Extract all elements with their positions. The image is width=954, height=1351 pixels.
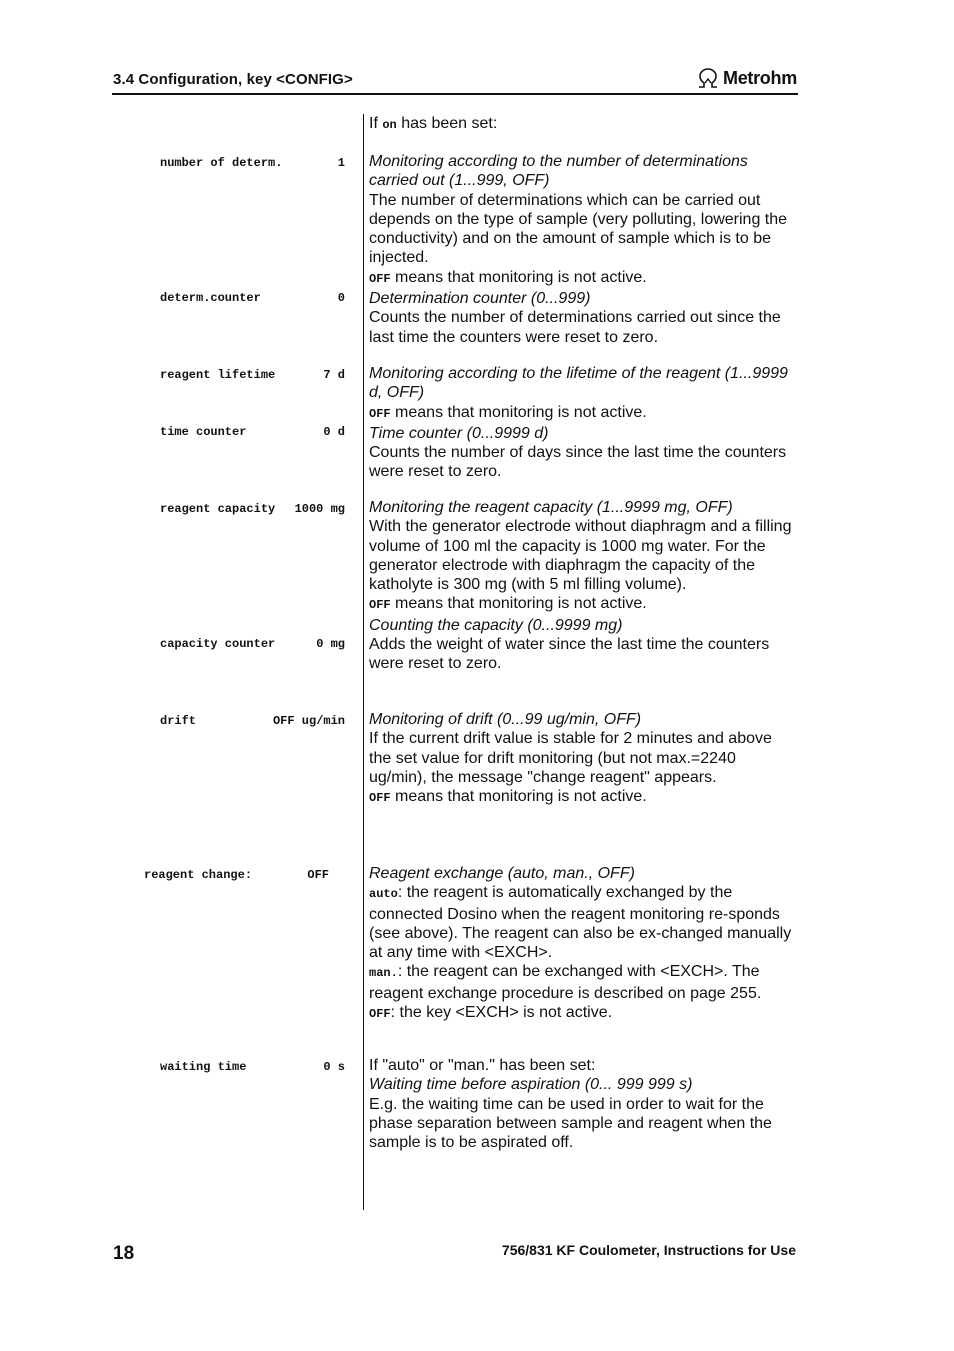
keyword-auto: auto [369,887,398,902]
param-capacity-counter [160,637,345,651]
desc-body: Counts the number of days since the last time the counters were reset to zero. [369,444,787,481]
desc-title: Time counter (0...9999 d) [369,424,549,442]
desc-reagent-capacity: Monitoring the reagent capacity (1...9999 mg, OFF) With the generator electrode without diaphragm and a filling volume of 100 ml the capacity is 1000 mg water. For the generator electrode with diaphragm the capacity of the katholyte is 300 mg (with 5 ml filling volume). OFF means that monitoring is not active. Counting the capacity (0...9999 mg) Adds the weight of water since the last time the counters were reset to zero. [369,498,794,674]
param-label: capacity counter [160,637,276,651]
desc-number-of-determ: Monitoring according to the number of determinations carried out (1...999, OFF) The number of determinations which can be carried out depends on the type of sample (very polluting, lowering the conductivity) and on the amount of sample which is to be injected. OFF means that monitoring is not active. Determination counter (0...999) Counts the number of determinations carried out since the last time the counters were reset to zero. [369,152,794,347]
param-value: 0 [337,291,345,305]
keyword-off: OFF [369,271,391,286]
header-rule [112,93,798,95]
desc-body: Adds the weight of water since the last time the counters were reset to zero. [369,636,770,673]
keyword-off: OFF [369,1007,391,1022]
desc-reagent-lifetime: Monitoring according to the lifetime of the reagent (1...9999 d, OFF) OFF means that monitoring is not active. Time counter (0...9999 d) Counts the number of days since the last time the counters were reset to zero. [369,364,794,482]
param-value: OFF [307,868,329,882]
desc-body: If the current drift value is stable for 2 minutes and above the set value for drift monitoring (but not max.=2240 ug/min), the message "change reagent" appears. [369,730,772,786]
param-label: time counter [160,425,247,439]
desc-body: The number of determinations which can be carried out depends on the type of sample (very polluting, lowering the conductivity) and on the amount of sample which is to be injected. [369,191,788,267]
param-reagent-capacity [160,502,345,516]
param-reagent-change [144,868,329,882]
metrohm-logo [697,66,797,90]
desc-waiting-time [369,1056,794,1152]
param-number-of-determ [160,156,345,170]
param-drift [160,714,345,728]
desc-title: Monitoring according to the lifetime of the reagent (1...9999 d, OFF) [369,365,788,402]
desc-drift: Monitoring of drift (0...99 ug/min, OFF) If the current drift value is stable for 2 minutes and above the set value for drift monitoring (but not max.=2240 ug/min), the message "change reagent" appears. OFF means that monitoring is not active. [369,710,794,808]
desc-body: With the generator electrode without diaphragm and a filling volume of 100 ml the capacity is 1000 mg water. For the generator electrode with diaphragm the capacity of the katholyte is 300 mg (with 5 ml filling volume). [369,518,792,594]
param-label: number of determ. [160,156,283,170]
param-waiting-time [160,1060,345,1074]
desc-title: Waiting time before aspiration (0... 999 999 s) [369,1076,693,1094]
param-value: 0 d [323,425,345,439]
column-divider [363,114,364,1210]
param-determ-counter [160,291,345,305]
param-value: 0 mg [316,637,345,651]
page-number: 18 [113,1243,135,1264]
desc-title: Monitoring according to the number of determinations carried out (1...999, OFF) [369,153,748,190]
intro-condition: If on has been set: [369,115,498,132]
desc-title: Determination counter (0...999) [369,290,591,308]
page-header-title: 3.4 Configuration, key <CONFIG> [113,71,353,88]
keyword-on: on [382,118,397,132]
desc-title: Monitoring of drift (0...99 ug/min, OFF) [369,711,642,728]
keyword-off: OFF [369,406,391,421]
param-label: drift [160,714,197,728]
param-value: 7 d [323,368,345,382]
param-label: reagent capacity [160,502,276,516]
param-label: determ.counter [160,291,261,305]
desc-body: E.g. the waiting time can be used in order to wait for the phase separation between sample and reagent when the sample is to be aspirated off. [369,1095,772,1152]
metrohm-logo-icon [697,68,719,88]
footer-document-title: 756/831 KF Coulometer, Instructions for Use [501,1242,796,1258]
desc-title: Counting the capacity (0...9999 mg) [369,616,623,634]
param-label: waiting time [160,1060,247,1074]
keyword-off: OFF [369,598,391,613]
desc-reagent-change: Reagent exchange (auto, man., OFF) auto: the reagent is automatically exchanged by the connected Dosino when the reagent monitoring re-sponds (see above). The reagent can also be ex-changed manually at any time with <EXCH>. man.: the reagent can be exchanged with <EXCH>. The reagent exchange procedure is described on page 255. OFF: the key <EXCH> is not active. [369,864,794,1024]
param-label: reagent change: [144,868,253,882]
param-value: 0 s [323,1060,345,1074]
desc-body: Counts the number of determinations carried out since the last time the counters were reset to zero. [369,309,781,346]
keyword-off: OFF [369,791,391,806]
param-time-counter [160,425,345,439]
desc-title: Monitoring the reagent capacity (1...9999 mg, OFF) [369,499,733,516]
param-label: reagent lifetime [160,368,276,382]
param-reagent-lifetime [160,368,345,382]
logo-wordmark: Metrohm [723,67,797,88]
desc-title: Reagent exchange (auto, man., OFF) [369,865,635,882]
param-value: OFF ug/min [272,714,345,728]
param-value: 1000 mg [294,502,345,516]
param-value: 1 [337,156,345,170]
desc-condition: If "auto" or "man." has been set: [369,1057,596,1074]
keyword-man: man. [369,966,398,981]
